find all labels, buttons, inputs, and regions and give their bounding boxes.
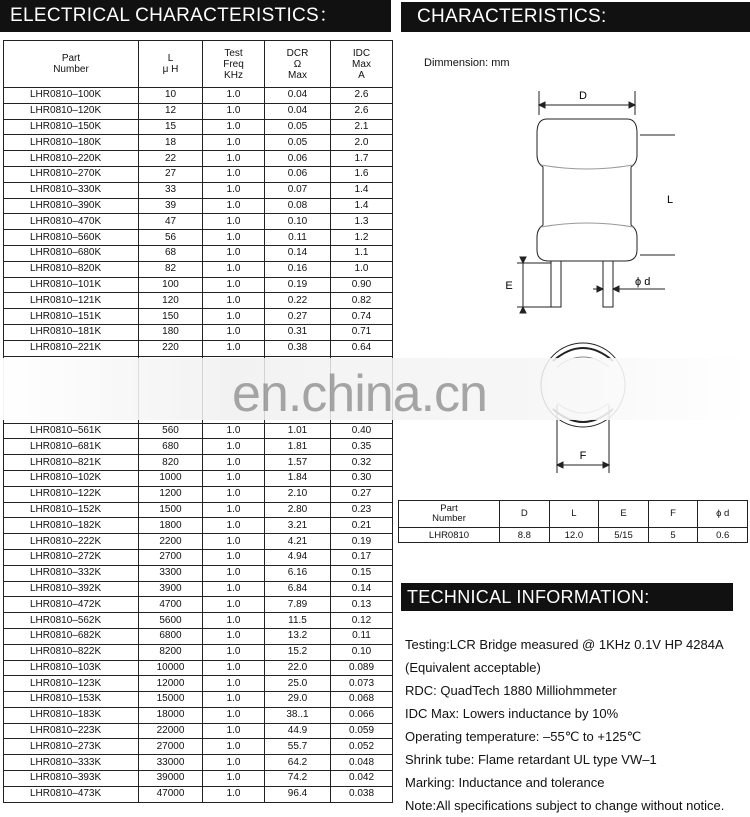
part-number-cell: LHR0810–393K xyxy=(4,771,139,787)
idc-cell: 0.11 xyxy=(331,628,393,644)
part-number-cell: LHR0810–182K xyxy=(4,518,139,534)
idc-cell: 0.14 xyxy=(331,581,393,597)
dcr-cell: 0.06 xyxy=(265,166,331,182)
table-row xyxy=(4,660,393,676)
idc-cell: 0.13 xyxy=(331,597,393,613)
test-freq-cell: 1.0 xyxy=(203,470,265,486)
part-number-cell: LHR0810–152K xyxy=(4,502,139,518)
table-row xyxy=(4,613,393,629)
part-number-cell: LHR0810–392K xyxy=(4,581,139,597)
dcr-cell: 0.04 xyxy=(265,88,331,104)
part-number-cell: LHR0810–561K xyxy=(4,423,139,439)
technical-info-line: IDC Max: Lowers inductance by 10% xyxy=(405,706,619,721)
part-number-cell: LHR0810–821K xyxy=(4,455,139,471)
idc-cell: 0.35 xyxy=(331,439,393,455)
dcr-cell: 0.10 xyxy=(265,214,331,230)
idc-cell: 0.068 xyxy=(331,692,393,708)
technical-info-line: (Equivalent acceptable) xyxy=(405,660,541,675)
test-freq-cell: 1.0 xyxy=(203,214,265,230)
dimension-table xyxy=(398,500,748,543)
part-number-cell: LHR0810–473K xyxy=(4,786,139,802)
table-row xyxy=(4,198,393,214)
dcr-cell: 64.2 xyxy=(265,755,331,771)
inductance-cell: 15000 xyxy=(139,692,203,708)
test-freq-cell: 1.0 xyxy=(203,676,265,692)
test-freq-cell: 1.0 xyxy=(203,423,265,439)
part-number-cell: LHR0810–180K xyxy=(4,135,139,151)
label-E: E xyxy=(505,280,513,292)
part-number-cell: LHR0810–822K xyxy=(4,644,139,660)
table-row xyxy=(4,723,393,739)
inductance-cell: 15 xyxy=(139,119,203,135)
idc-cell: 0.073 xyxy=(331,676,393,692)
dim-col-part-number: Part Number xyxy=(399,501,500,528)
inductance-cell: 18000 xyxy=(139,707,203,723)
idc-cell: 0.17 xyxy=(331,549,393,565)
test-freq-cell: 1.0 xyxy=(203,261,265,277)
label-L: L xyxy=(667,194,674,206)
col-header-idc: IDC Max A xyxy=(331,41,393,88)
inductance-cell: 39 xyxy=(139,198,203,214)
inductance-cell: 4700 xyxy=(139,597,203,613)
table-row xyxy=(4,644,393,660)
table-row xyxy=(4,151,393,167)
dcr-cell: 1.84 xyxy=(265,470,331,486)
part-number-cell: LHR0810–470K xyxy=(4,214,139,230)
table-row xyxy=(4,771,393,787)
watermark-band xyxy=(0,358,750,423)
inductance-cell: 56 xyxy=(139,230,203,246)
test-freq-cell: 1.0 xyxy=(203,660,265,676)
dim-cell: LHR0810 xyxy=(399,528,500,543)
part-number-cell: LHR0810–270K xyxy=(4,166,139,182)
dcr-cell: 15.2 xyxy=(265,644,331,660)
inductance-cell: 1500 xyxy=(139,502,203,518)
idc-cell: 1.0 xyxy=(331,261,393,277)
idc-cell: 0.059 xyxy=(331,723,393,739)
dcr-cell: 25.0 xyxy=(265,676,331,692)
part-number-cell: LHR0810–221K xyxy=(4,340,139,356)
dcr-cell: 1.57 xyxy=(265,455,331,471)
dcr-cell: 0.22 xyxy=(265,293,331,309)
idc-cell: 1.4 xyxy=(331,182,393,198)
idc-cell: 0.052 xyxy=(331,739,393,755)
idc-cell: 0.30 xyxy=(331,470,393,486)
inductance-cell: 27 xyxy=(139,166,203,182)
col-header-test-freq: Test Freq KHz xyxy=(203,41,265,88)
part-number-cell: LHR0810–820K xyxy=(4,261,139,277)
inductance-cell: 39000 xyxy=(139,771,203,787)
idc-cell: 0.19 xyxy=(331,534,393,550)
dim-cell: 5 xyxy=(648,528,698,543)
part-number-cell: LHR0810–120K xyxy=(4,103,139,119)
test-freq-cell: 1.0 xyxy=(203,613,265,629)
test-freq-cell: 1.0 xyxy=(203,340,265,356)
part-number-cell: LHR0810–121K xyxy=(4,293,139,309)
dcr-cell: 0.08 xyxy=(265,198,331,214)
table-row xyxy=(4,245,393,261)
table-row xyxy=(4,135,393,151)
inductance-cell: 6800 xyxy=(139,628,203,644)
inductance-cell: 180 xyxy=(139,324,203,340)
part-number-cell: LHR0810–101K xyxy=(4,277,139,293)
dcr-cell: 4.94 xyxy=(265,549,331,565)
table-row xyxy=(4,502,393,518)
dcr-cell: 0.38 xyxy=(265,340,331,356)
table-row xyxy=(4,486,393,502)
table-row xyxy=(4,676,393,692)
inductance-cell: 12000 xyxy=(139,676,203,692)
part-number-cell: LHR0810–333K xyxy=(4,755,139,771)
table-row xyxy=(4,103,393,119)
col-header-inductance: L μ H xyxy=(139,41,203,88)
idc-cell: 0.10 xyxy=(331,644,393,660)
part-number-cell: LHR0810–330K xyxy=(4,182,139,198)
characteristics-header: CHARACTERISTICS: xyxy=(401,2,750,32)
col-header-part-number: Part Number xyxy=(4,41,139,88)
test-freq-cell: 1.0 xyxy=(203,692,265,708)
dcr-cell: 1.81 xyxy=(265,439,331,455)
inductance-cell: 2700 xyxy=(139,549,203,565)
idc-cell: 1.6 xyxy=(331,166,393,182)
test-freq-cell: 1.0 xyxy=(203,723,265,739)
inductance-cell: 33000 xyxy=(139,755,203,771)
table-row xyxy=(4,230,393,246)
part-number-cell: LHR0810–123K xyxy=(4,676,139,692)
inductance-cell: 5600 xyxy=(139,613,203,629)
test-freq-cell: 1.0 xyxy=(203,786,265,802)
test-freq-cell: 1.0 xyxy=(203,324,265,340)
inductance-cell: 22000 xyxy=(139,723,203,739)
dcr-cell: 0.31 xyxy=(265,324,331,340)
part-number-cell: LHR0810–102K xyxy=(4,470,139,486)
idc-cell: 1.3 xyxy=(331,214,393,230)
idc-cell: 2.0 xyxy=(331,135,393,151)
table-row xyxy=(4,786,393,802)
dcr-cell: 11.5 xyxy=(265,613,331,629)
technical-information-list xyxy=(405,633,750,817)
table-row xyxy=(4,755,393,771)
table-row xyxy=(4,534,393,550)
inductance-cell: 560 xyxy=(139,423,203,439)
dcr-cell: 4.21 xyxy=(265,534,331,550)
table-row xyxy=(4,628,393,644)
table-row xyxy=(4,277,393,293)
inductance-cell: 12 xyxy=(139,103,203,119)
table-row xyxy=(4,470,393,486)
part-number-cell: LHR0810–273K xyxy=(4,739,139,755)
dimension-unit-label: Dimmension: mm xyxy=(424,57,510,69)
label-F: F xyxy=(579,450,587,462)
idc-cell: 2.6 xyxy=(331,103,393,119)
dcr-cell: 2.80 xyxy=(265,502,331,518)
table-row xyxy=(4,324,393,340)
dcr-cell: 7.89 xyxy=(265,597,331,613)
technical-info-line: RDC: QuadTech 1880 Milliohmmeter xyxy=(405,683,617,698)
dim-col-L: L xyxy=(549,501,599,528)
test-freq-cell: 1.0 xyxy=(203,628,265,644)
idc-cell: 1.4 xyxy=(331,198,393,214)
label-phi-d: ϕ d xyxy=(635,276,651,288)
inductance-cell: 10 xyxy=(139,88,203,104)
test-freq-cell: 1.0 xyxy=(203,293,265,309)
dcr-cell: 0.14 xyxy=(265,245,331,261)
part-number-cell: LHR0810–681K xyxy=(4,439,139,455)
test-freq-cell: 1.0 xyxy=(203,486,265,502)
test-freq-cell: 1.0 xyxy=(203,707,265,723)
dcr-cell: 0.05 xyxy=(265,135,331,151)
dcr-cell: 55.7 xyxy=(265,739,331,755)
technical-info-line: Testing:LCR Bridge measured @ 1KHz 0.1V HP 4284A xyxy=(405,637,724,652)
table-row xyxy=(4,214,393,230)
inductance-cell: 27000 xyxy=(139,739,203,755)
dim-cell: 0.6 xyxy=(698,528,748,543)
inductance-cell: 33 xyxy=(139,182,203,198)
test-freq-cell: 1.0 xyxy=(203,230,265,246)
idc-cell: 0.12 xyxy=(331,613,393,629)
test-freq-cell: 1.0 xyxy=(203,597,265,613)
test-freq-cell: 1.0 xyxy=(203,502,265,518)
test-freq-cell: 1.0 xyxy=(203,549,265,565)
inductance-cell: 1800 xyxy=(139,518,203,534)
test-freq-cell: 1.0 xyxy=(203,119,265,135)
table-header-row xyxy=(4,41,393,88)
test-freq-cell: 1.0 xyxy=(203,755,265,771)
test-freq-cell: 1.0 xyxy=(203,644,265,660)
idc-cell: 0.71 xyxy=(331,324,393,340)
idc-cell: 0.74 xyxy=(331,309,393,325)
dim-col-phi-d: ϕ d xyxy=(698,501,748,528)
part-number-cell: LHR0810–223K xyxy=(4,723,139,739)
idc-cell: 0.21 xyxy=(331,518,393,534)
idc-cell: 0.089 xyxy=(331,660,393,676)
inductance-cell: 1200 xyxy=(139,486,203,502)
test-freq-cell: 1.0 xyxy=(203,565,265,581)
technical-info-line: Note:All specifications subject to change without notice. xyxy=(405,798,725,813)
electrical-characteristics-header: ELECTRICAL CHARACTERISTICS： xyxy=(0,0,391,32)
test-freq-cell: 1.0 xyxy=(203,739,265,755)
dcr-cell: 29.0 xyxy=(265,692,331,708)
technical-info-line: Shrink tube: Flame retardant UL type VW–1 xyxy=(405,752,657,767)
dim-header-row xyxy=(399,501,748,528)
dcr-cell: 0.05 xyxy=(265,119,331,135)
test-freq-cell: 1.0 xyxy=(203,182,265,198)
test-freq-cell: 1.0 xyxy=(203,166,265,182)
idc-cell: 0.042 xyxy=(331,771,393,787)
part-number-cell: LHR0810–220K xyxy=(4,151,139,167)
idc-cell: 0.048 xyxy=(331,755,393,771)
dcr-cell: 0.04 xyxy=(265,103,331,119)
test-freq-cell: 1.0 xyxy=(203,771,265,787)
inductance-cell: 3300 xyxy=(139,565,203,581)
test-freq-cell: 1.0 xyxy=(203,309,265,325)
inductance-cell: 120 xyxy=(139,293,203,309)
inductance-cell: 10000 xyxy=(139,660,203,676)
dcr-cell: 0.16 xyxy=(265,261,331,277)
inductance-cell: 47 xyxy=(139,214,203,230)
inductance-cell: 22 xyxy=(139,151,203,167)
part-number-cell: LHR0810–100K xyxy=(4,88,139,104)
test-freq-cell: 1.0 xyxy=(203,439,265,455)
part-number-cell: LHR0810–150K xyxy=(4,119,139,135)
part-number-cell: LHR0810–153K xyxy=(4,692,139,708)
dcr-cell: 0.06 xyxy=(265,151,331,167)
table-row xyxy=(4,439,393,455)
test-freq-cell: 1.0 xyxy=(203,135,265,151)
idc-cell: 1.2 xyxy=(331,230,393,246)
table-row xyxy=(4,692,393,708)
table-row xyxy=(4,119,393,135)
inductance-cell: 47000 xyxy=(139,786,203,802)
inductance-cell: 220 xyxy=(139,340,203,356)
idc-cell: 0.066 xyxy=(331,707,393,723)
inductance-cell: 82 xyxy=(139,261,203,277)
idc-cell: 2.1 xyxy=(331,119,393,135)
dcr-cell: 0.11 xyxy=(265,230,331,246)
test-freq-cell: 1.0 xyxy=(203,103,265,119)
dcr-cell: 74.2 xyxy=(265,771,331,787)
table-row xyxy=(4,293,393,309)
idc-cell: 0.27 xyxy=(331,486,393,502)
label-D: D xyxy=(579,90,587,102)
dim-cell: 12.0 xyxy=(549,528,599,543)
test-freq-cell: 1.0 xyxy=(203,534,265,550)
part-number-cell: LHR0810–680K xyxy=(4,245,139,261)
table-row xyxy=(4,88,393,104)
idc-cell: 2.6 xyxy=(331,88,393,104)
part-number-cell: LHR0810–390K xyxy=(4,198,139,214)
inductance-cell: 150 xyxy=(139,309,203,325)
table-row xyxy=(4,739,393,755)
idc-cell: 1.1 xyxy=(331,245,393,261)
dcr-cell: 3.21 xyxy=(265,518,331,534)
table-row xyxy=(4,581,393,597)
inductance-cell: 100 xyxy=(139,277,203,293)
part-number-cell: LHR0810–222K xyxy=(4,534,139,550)
test-freq-cell: 1.0 xyxy=(203,455,265,471)
part-number-cell: LHR0810–682K xyxy=(4,628,139,644)
idc-cell: 1.7 xyxy=(331,151,393,167)
table-row xyxy=(4,309,393,325)
part-number-cell: LHR0810–562K xyxy=(4,613,139,629)
col-header-dcr: DCR Ω Max xyxy=(265,41,331,88)
idc-cell: 0.15 xyxy=(331,565,393,581)
part-number-cell: LHR0810–103K xyxy=(4,660,139,676)
table-row xyxy=(4,182,393,198)
dcr-cell: 96.4 xyxy=(265,786,331,802)
table-row xyxy=(4,261,393,277)
table-row xyxy=(4,565,393,581)
test-freq-cell: 1.0 xyxy=(203,277,265,293)
technical-info-line: Marking: Inductance and tolerance xyxy=(405,775,605,790)
dim-cell: 5/15 xyxy=(599,528,649,543)
idc-cell: 0.23 xyxy=(331,502,393,518)
dcr-cell: 0.27 xyxy=(265,309,331,325)
part-number-cell: LHR0810–122K xyxy=(4,486,139,502)
table-row xyxy=(4,166,393,182)
table-row xyxy=(4,707,393,723)
dim-col-F: F xyxy=(648,501,698,528)
idc-cell: 0.82 xyxy=(331,293,393,309)
part-number-cell: LHR0810–151K xyxy=(4,309,139,325)
inductance-cell: 18 xyxy=(139,135,203,151)
dcr-cell: 6.84 xyxy=(265,581,331,597)
table-row xyxy=(4,597,393,613)
part-number-cell: LHR0810–560K xyxy=(4,230,139,246)
dcr-cell: 0.19 xyxy=(265,277,331,293)
table-row xyxy=(4,518,393,534)
test-freq-cell: 1.0 xyxy=(203,88,265,104)
dcr-cell: 2.10 xyxy=(265,486,331,502)
table-row xyxy=(4,549,393,565)
part-number-cell: LHR0810–272K xyxy=(4,549,139,565)
watermark-text: en.china.cn xyxy=(232,365,487,423)
inductance-cell: 8200 xyxy=(139,644,203,660)
table-row xyxy=(4,423,393,439)
table-row xyxy=(4,340,393,356)
test-freq-cell: 1.0 xyxy=(203,151,265,167)
part-number-cell: LHR0810–332K xyxy=(4,565,139,581)
part-number-cell: LHR0810–181K xyxy=(4,324,139,340)
dim-row xyxy=(399,528,748,543)
test-freq-cell: 1.0 xyxy=(203,581,265,597)
test-freq-cell: 1.0 xyxy=(203,245,265,261)
dcr-cell: 44.9 xyxy=(265,723,331,739)
idc-cell: 0.90 xyxy=(331,277,393,293)
dim-cell: 8.8 xyxy=(500,528,550,543)
idc-cell: 0.038 xyxy=(331,786,393,802)
dcr-cell: 1.01 xyxy=(265,423,331,439)
dcr-cell: 6.16 xyxy=(265,565,331,581)
inductance-cell: 1000 xyxy=(139,470,203,486)
part-number-cell: LHR0810–183K xyxy=(4,707,139,723)
dcr-cell: 13.2 xyxy=(265,628,331,644)
test-freq-cell: 1.0 xyxy=(203,518,265,534)
idc-cell: 0.64 xyxy=(331,340,393,356)
dcr-cell: 38..1 xyxy=(265,707,331,723)
inductance-cell: 3900 xyxy=(139,581,203,597)
dcr-cell: 0.07 xyxy=(265,182,331,198)
test-freq-cell: 1.0 xyxy=(203,198,265,214)
technical-information-header: TECHNICAL INFORMATION: xyxy=(401,583,733,611)
inductance-cell: 820 xyxy=(139,455,203,471)
dim-col-E: E xyxy=(599,501,649,528)
part-number-cell: LHR0810–472K xyxy=(4,597,139,613)
inductance-cell: 68 xyxy=(139,245,203,261)
dcr-cell: 22.0 xyxy=(265,660,331,676)
technical-info-line: Operating temperature: –55℃ to +125℃ xyxy=(405,729,642,744)
inductor-dimension-drawing xyxy=(495,85,675,480)
inductance-cell: 2200 xyxy=(139,534,203,550)
inductance-cell: 680 xyxy=(139,439,203,455)
idc-cell: 0.40 xyxy=(331,423,393,439)
dim-col-D: D xyxy=(500,501,550,528)
table-row xyxy=(4,455,393,471)
idc-cell: 0.32 xyxy=(331,455,393,471)
